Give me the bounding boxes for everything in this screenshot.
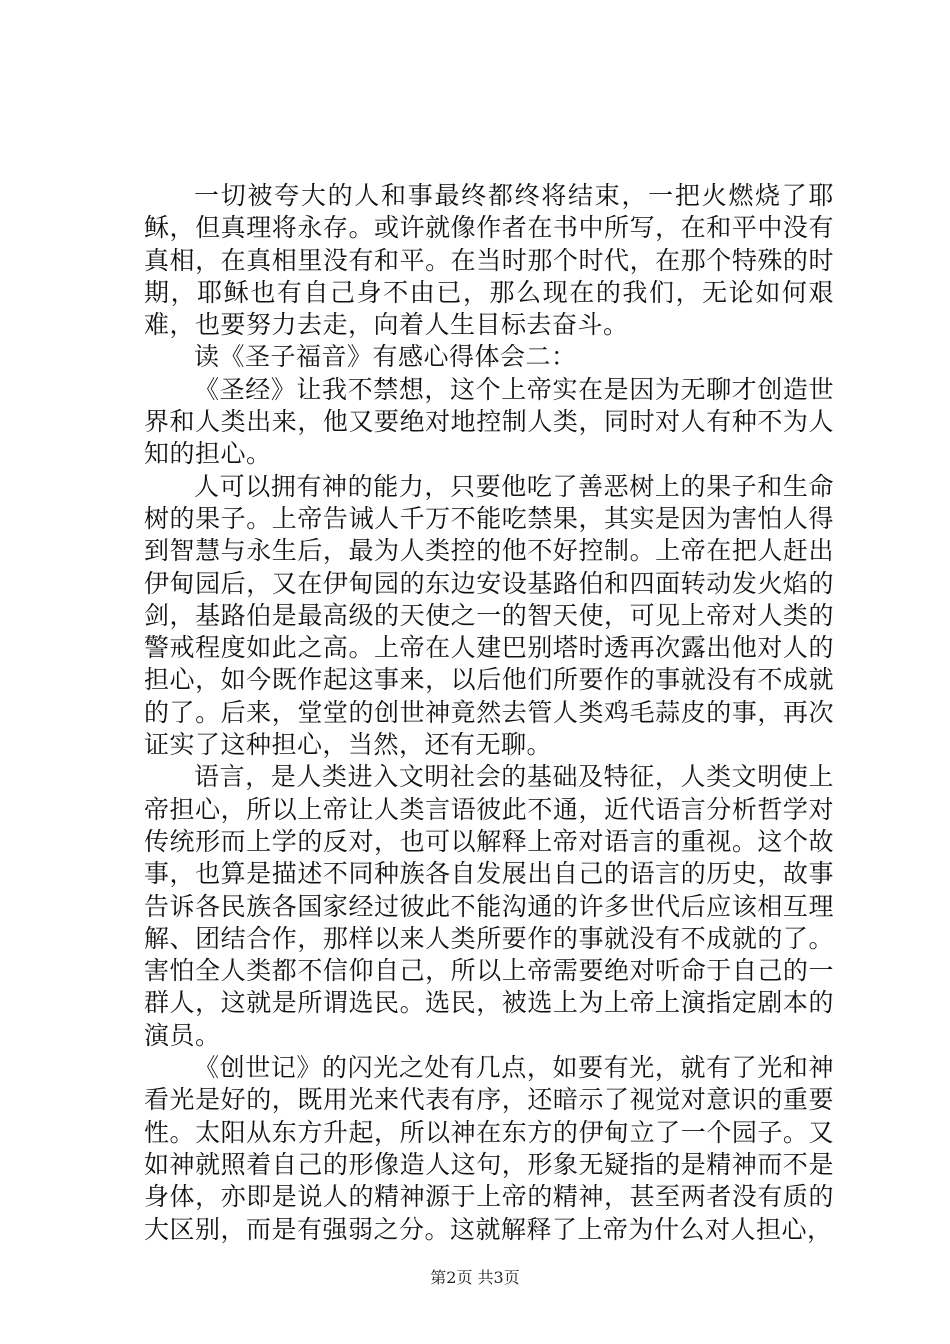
paragraph-1: 一切被夸大的人和事最终都终将结束，一把火燃烧了耶稣，但真理将永存。或许就像作者在书中所写，在和平中没有真相，在真相里没有和平。在当时那个时代，在那个特殊的时期，耶稣也有自己身不由已，那么现在的我们，无论如何艰难，也要努力去走，向着人生目标去奋斗。	[144, 181, 834, 340]
paragraph-3: 人可以拥有神的能力，只要他吃了善恶树上的果子和生命树的果子。上帝告诫人千万不能吃禁果，其实是因为害怕人得到智慧与永生后，最为人类控的他不好控制。上帝在把人赶出伊甸园后，又在伊甸园的东边安设基路伯和四面转动发火焰的剑，基路伯是最高级的天使之一的智天使，可见上帝对人类的警戒程度如此之高。上帝在人建巴别塔时透再次露出他对人的担心，如今既作起这事来，以后他们所要作的事就没有不成就的了。后来，堂堂的创世神竟然去管人类鸡毛蒜皮的事，再次证实了这种担心，当然，还有无聊。	[144, 471, 834, 760]
document-body	[144, 180, 834, 1246]
paragraph-2: 《圣经》让我不禁想，这个上帝实在是因为无聊才创造世界和人类出来，他又要绝对地控制人类，同时对人有种不为人知的担心。	[144, 374, 834, 469]
page-number-label: 第2页 共3页	[430, 1268, 520, 1287]
section-heading: 读《圣子福音》有感心得体会二：	[194, 342, 577, 372]
page-footer	[0, 1268, 950, 1288]
paragraph-4: 语言，是人类进入文明社会的基础及特征，人类文明使上帝担心，所以上帝让人类言语彼此不通，近代语言分析哲学对传统形而上学的反对，也可以解释上帝对语言的重视。这个故事，也算是描述不同种族各自发展出自己的语言的历史，故事告诉各民族各国家经过彼此不能沟通的许多世代后应该相互理解、团结合作，那样以来人类所要作的事就没有不成就的了。害怕全人类都不信仰自己，所以上帝需要绝对听命于自己的一群人，这就是所谓选民。选民，被选上为上帝上演指定剧本的演员。	[144, 762, 834, 1050]
paragraph-5: 《创世记》的闪光之处有几点，如要有光，就有了光和神看光是好的，既用光来代表有序，还暗示了视觉对意识的重要性。太阳从东方升起，所以神在东方的伊甸立了一个园子。又如神就照着自己的形像造人这句，形象无疑指的是精神而不是身体，亦即是说人的精神源于上帝的精神，甚至两者没有质的大区别，而是有强弱之分。这就解释了上帝为什么对人担心，	[144, 1053, 834, 1244]
